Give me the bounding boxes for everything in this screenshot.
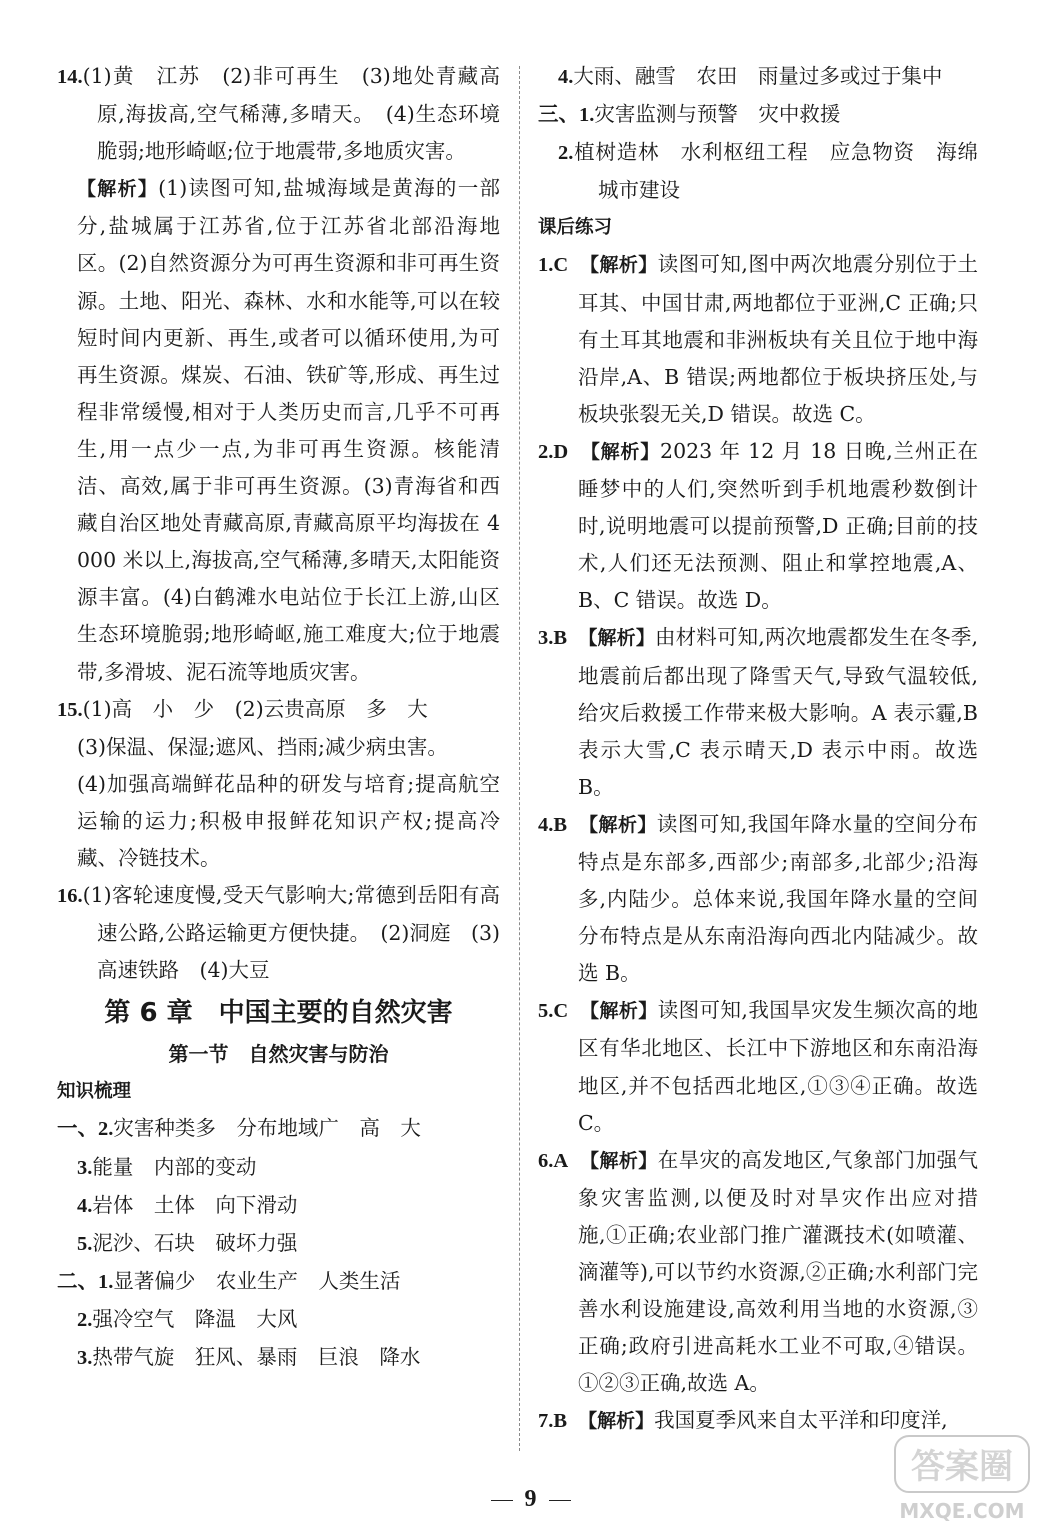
practice-question (538, 806, 978, 992)
item-number: 3. (77, 1347, 93, 1369)
item-text: 显著偏少 农业生产 人类生活 (113, 1268, 401, 1293)
analysis-text: 读图可知,我国年降水量的空间分布特点是东部多,西部少;南部多,北部少;沿海多,内陆少。总体来说,我国年降水量的空间分布特点是从东南沿海向西北内陆减少。故选 B。 (578, 811, 978, 986)
analysis-tag: 【解析】 (587, 627, 655, 650)
analysis-tag: 【解析】 (77, 178, 159, 201)
watermark-logo (887, 1430, 1037, 1526)
question-15-line2: (3)保温、保湿;遮风、挡雨;减少病虫害。 (77, 734, 448, 759)
part3-item-1 (538, 96, 978, 134)
question-15-line3: (4)加强高端鲜花品种的研发与培育;提高航空运输的运力;积极申报鲜花知识产权;提高冷藏、冷链技术。 (77, 771, 500, 870)
knowledge-heading: 知识梳理 (57, 1081, 132, 1103)
practice-heading: 课后练习 (538, 217, 613, 239)
analysis-text: 2023 年 12 月 18 日晚,兰州正在睡梦中的人们,突然听到手机地震秒数倒计时,说明地震可以提前预警,D 正确;目前的技术,人们还无法预测、阻止和掌控地震,A、B、C 错误。故选 D。 (578, 438, 978, 613)
part1-item-5 (57, 1225, 500, 1263)
item-number: 1. (579, 104, 595, 127)
item-text: 泥沙、石块 破坏力强 (92, 1230, 298, 1255)
dash-left (491, 1500, 513, 1501)
part2-item-3 (57, 1339, 500, 1377)
left-column (57, 58, 500, 1377)
watermark-text-top: 答案圈 (911, 1447, 1013, 1487)
practice-question (538, 619, 978, 805)
item-number: 2. (98, 1118, 114, 1141)
analysis-tag: 【解析】 (589, 1149, 658, 1172)
analysis-text: 读图可知,图中两次地震分别位于土耳其、中国甘肃,两地都位于亚洲,C 正确;只有土耳其地震和非洲板块有关且位于地中海沿岸,A、B 错误;两地都位于板块挤压处,与板块张裂无关,D 错误。故选 C。 (578, 252, 979, 426)
item-text: 灾害种类多 分布地域广 高 大 (113, 1116, 421, 1141)
item-number: 3. (77, 1156, 93, 1179)
question-number: 3. (538, 627, 554, 650)
item-number: 4. (77, 1194, 93, 1217)
question-15 (57, 691, 500, 729)
question-number: 4. (538, 813, 554, 836)
dash-right (549, 1500, 571, 1501)
part3-item-2 (538, 134, 978, 209)
watermark-text-bottom: MXQE.COM (899, 1499, 1025, 1523)
question-number: 7. (538, 1410, 554, 1433)
item-number: 5. (77, 1232, 93, 1255)
analysis-tag: 【解析】 (590, 440, 661, 463)
question-16-answer: (1)客轮速度慢,受天气影响大;常德到岳阳有高速公路,公路运输更方便快捷。 (2)洞庭 (3)高速铁路 (4)大豆 (82, 883, 500, 983)
item-text: 植树造林 水利枢纽工程 应急物资 海绵城市建设 (573, 140, 978, 203)
question-14 (57, 58, 500, 170)
part2-item-1 (57, 1263, 500, 1301)
section-title: 第一节 自然灾害与防治 (168, 1042, 389, 1067)
question-number: 16. (57, 885, 83, 908)
analysis-text: 在旱灾的高发地区,气象部门加强气象灾害监测,以便及时对旱灾作出应对措施,①正确;农业部门推广灌溉技术(如喷灌、滴灌等),可以节约水资源,②正确;水利部门完善水利设施建设,高效利用当地的水资源,③正确;政府引进高耗水工业不可取,④错误。①②③正确,故选 A。 (578, 1147, 979, 1396)
question-answer: A (553, 1149, 569, 1172)
question-answer: C (553, 1000, 569, 1023)
question-answer: B (553, 1410, 568, 1433)
analysis-text: 由材料可知,两次地震都发生在冬季,地震前后都出现了降雪天气,导致气温较低,给灾后救援工作带来极大影响。A 表示霾,B 表示大雪,C 表示晴天,D 表示中雨。故选 B。 (578, 625, 978, 799)
question-number: 14. (57, 66, 83, 88)
question-answer: B (553, 813, 568, 836)
question-answer: C (553, 254, 569, 277)
question-14-analysis (57, 170, 500, 690)
page-number-value: 9 (524, 1486, 537, 1512)
item-text: 灾害监测与预警 灾中救援 (594, 102, 841, 127)
practice-question (538, 433, 978, 619)
analysis-text: 读图可知,我国旱灾发生频次高的地区有华北地区、长江中下游地区和东南沿海地区,并不包括西北地区,①③④正确。故选 C。 (578, 998, 979, 1135)
analysis-tag: 【解析】 (589, 254, 658, 277)
question-answer: B (553, 627, 568, 650)
analysis-tag: 【解析】 (589, 1000, 658, 1023)
question-15-line1: (1)高 小 少 (2)云贵高原 多 大 (82, 696, 428, 721)
question-number: 6. (538, 1149, 554, 1172)
practice-question (538, 992, 978, 1141)
question-14-answer: (1)黄 江苏 (2)非可再生 (3)地处青藏高原,海拔高,空气稀薄,多晴天。 (4)生态环境脆弱;地形崎岖;位于地震带,多地质灾害。 (82, 64, 500, 164)
part2-item-2 (57, 1301, 500, 1339)
question-answer: D (553, 440, 569, 463)
item-text: 能量 内部的变动 (92, 1154, 257, 1179)
column-divider (519, 66, 520, 1451)
part2-item-4 (538, 58, 978, 96)
right-column (538, 58, 978, 1440)
analysis-tag: 【解析】 (588, 813, 657, 836)
item-number: 2. (77, 1308, 93, 1331)
item-text: 强冷空气 降温 大风 (92, 1306, 298, 1331)
item-number: 4. (558, 66, 574, 88)
question-number: 2. (538, 440, 554, 463)
item-text: 热带气旋 狂风、暴雨 巨浪 降水 (92, 1345, 421, 1369)
part1-item-4 (57, 1187, 500, 1225)
analysis-tag: 【解析】 (587, 1410, 655, 1433)
item-text: 大雨、融雪 农田 雨量过多或过于集中 (573, 64, 943, 88)
chapter-title: 第 6 章 中国主要的自然灾害 (104, 998, 453, 1029)
practice-question (538, 1142, 978, 1403)
analysis-text: 我国夏季风来自太平洋和印度洋, (654, 1408, 948, 1433)
part-prefix: 三、 (538, 104, 579, 127)
part-prefix: 一、 (57, 1118, 98, 1141)
item-number: 1. (98, 1270, 114, 1293)
practice-question (538, 246, 978, 432)
question-number: 5. (538, 1000, 554, 1023)
question-number: 15. (57, 698, 83, 721)
part-prefix: 二、 (57, 1270, 98, 1293)
question-number: 1. (538, 254, 554, 277)
question-16 (57, 877, 500, 989)
item-text: 岩体 土体 向下滑动 (92, 1192, 298, 1217)
analysis-text: (1)读图可知,盐城海域是黄海的一部分,盐城属于江苏省,位于江苏省北部沿海地区。(2)自然资源分为可再生资源和非可再生资源。土地、阳光、森林、水和水能等,可以在较短时间内更新、再生,或者可以循环使用,为可再生资源。煤炭、石油、铁矿等,形成、再生过程非常缓慢,相对于人类历史而言,几乎不可再生,用一点少一点,为非可再生资源。核能清洁、高效,属于非可再生资源。(3)青海省和西藏自治区地处青藏高原,青藏高原平均海拔在 4 000 米以上,海拔高,空气稀薄,多晴天,太阳能资源丰富。(4)白鹤滩水电站位于长江上游,山区生态环境脆弱;地形崎岖,施工难度大;位于地震带,多滑坡、泥石流等地质灾害。 (77, 176, 500, 684)
part1-item-3 (57, 1149, 500, 1187)
part1-item-2 (57, 1110, 500, 1148)
item-number: 2. (558, 142, 574, 165)
